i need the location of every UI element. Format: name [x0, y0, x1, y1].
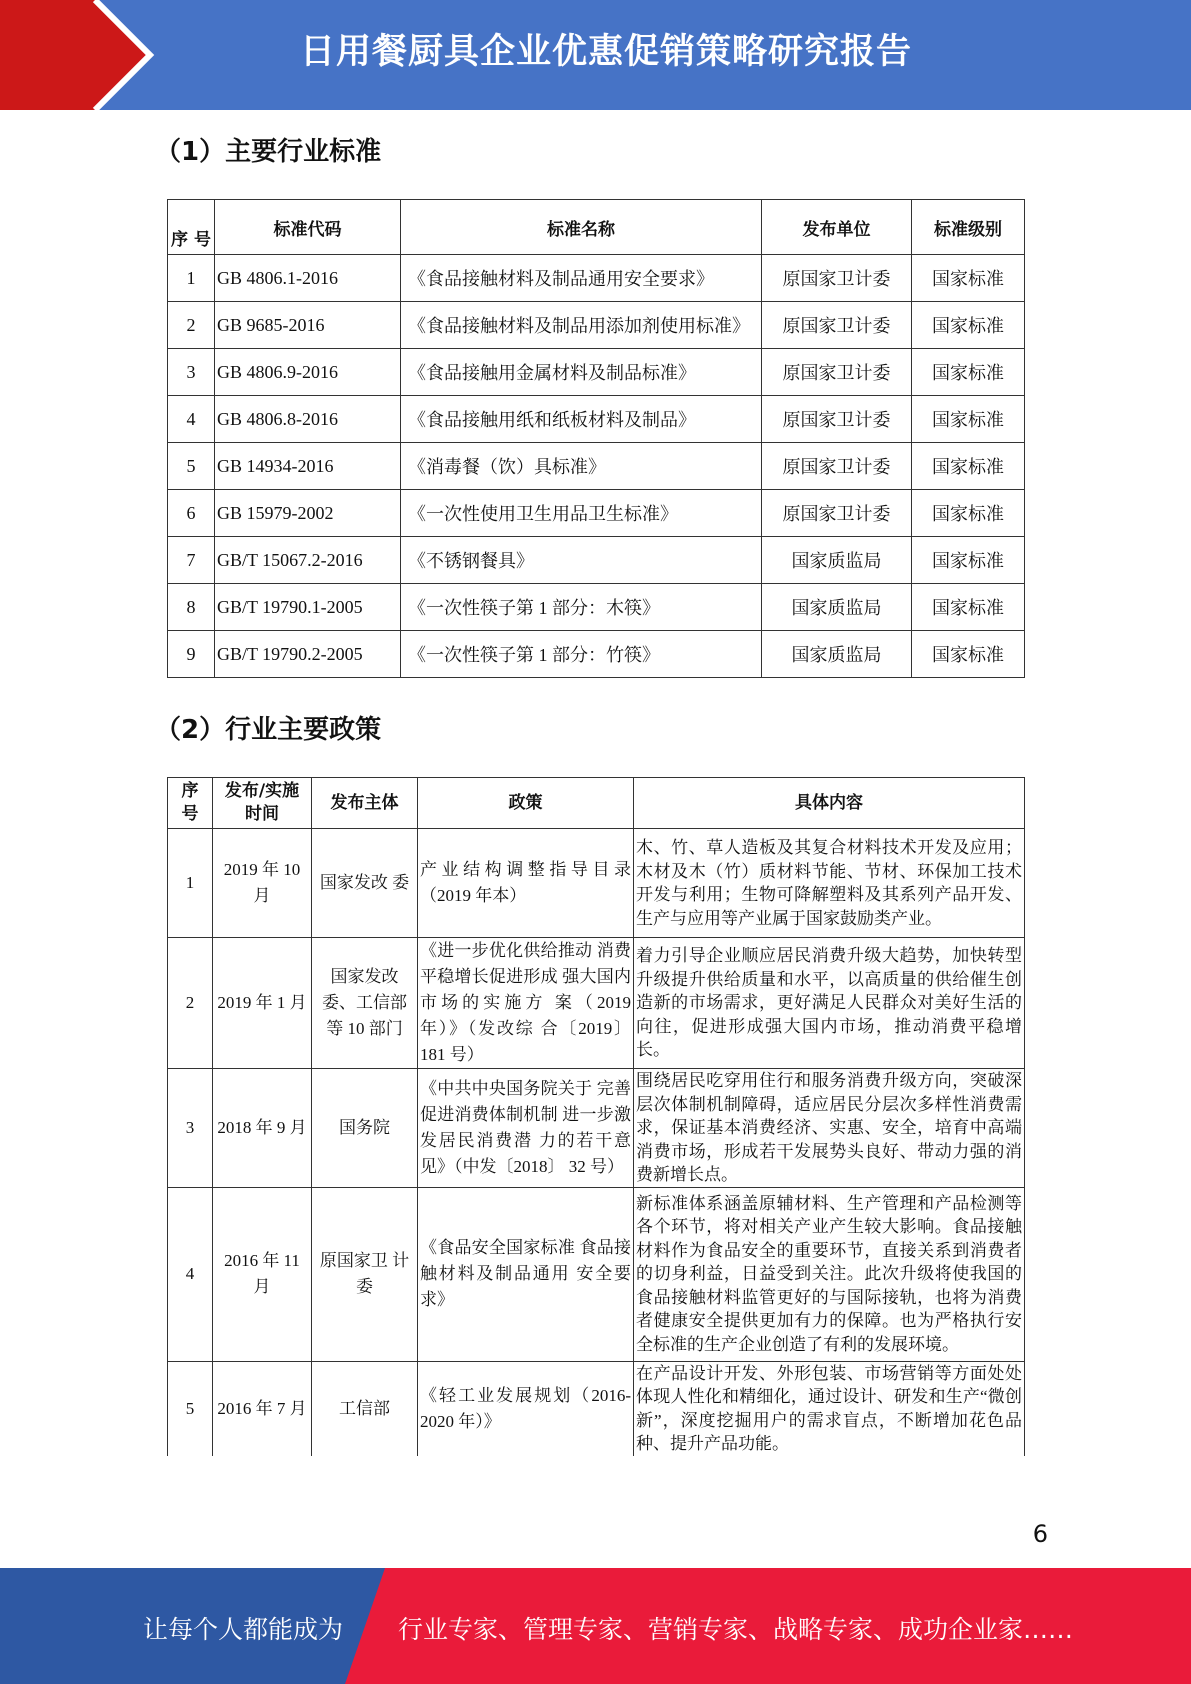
- row-number: 1: [168, 255, 215, 302]
- issuing-body: 原国家卫计委: [762, 490, 912, 537]
- standard-code: GB/T 15067.2-2016: [215, 537, 401, 584]
- table-header-row: [168, 778, 1025, 829]
- row-number: 2: [168, 938, 213, 1069]
- standard-name: 《一次性筷子第 1 部分：木筷》: [401, 584, 762, 631]
- table-row: [168, 584, 1025, 631]
- policy-content: 木、竹、草人造板及其复合材料技术开发及应用；木材及木（竹）质材料节能、节材、环保加工技术开发与利用；生物可降解塑料及其系列产品开发、生产与应用等产业属于国家鼓励类产业。: [634, 829, 1025, 938]
- report-header: [0, 0, 1191, 110]
- policy-content: 新标准体系涵盖原辅材料、生产管理和产品检测等各个环节，将对相关产业产生较大影响。食品接触材料作为食品安全的重要环节，直接关系到消费者的切身利益，日益受到关注。此次升级将使我国的食品接触材料监管更好的与国际接轨，也将为消费者健康安全提供更加有力的保障。也为严格执行安全标准的生产企业创造了有利的发展环境。: [634, 1187, 1025, 1361]
- issuing-body: 原国家卫计委: [762, 443, 912, 490]
- footer-slogan-right: 行业专家、管理专家、营销专家、战略专家、成功企业家……: [398, 1615, 1074, 1644]
- row-number: 5: [168, 1361, 213, 1456]
- policy-name: 产业结构调整指导目录（2019 年本）: [418, 829, 634, 938]
- standard-code: GB/T 19790.1-2005: [215, 584, 401, 631]
- issue-date: 2016 年 11 月: [213, 1187, 312, 1361]
- column-header: 序号: [168, 778, 213, 829]
- standard-code: GB 15979-2002: [215, 490, 401, 537]
- issuing-body: 国家质监局: [762, 631, 912, 678]
- issuing-body: 工信部: [312, 1361, 418, 1456]
- section-title-standards: （1）主要行业标准: [155, 137, 382, 167]
- issuing-body: 国家质监局: [762, 537, 912, 584]
- issuing-body: 国家发改委、工信部等 10 部门: [312, 938, 418, 1069]
- column-header: 发布主体: [312, 778, 418, 829]
- row-number: 4: [168, 396, 215, 443]
- row-number: 3: [168, 349, 215, 396]
- column-header: 发布单位: [762, 200, 912, 255]
- standard-name: 《食品接触材料及制品通用安全要求》: [401, 255, 762, 302]
- column-header: 发布/实施时间: [213, 778, 312, 829]
- table-row: [168, 1187, 1025, 1361]
- issuing-body: 国家发改 委: [312, 829, 418, 938]
- standards-table: [167, 199, 1025, 678]
- table-row: [168, 349, 1025, 396]
- column-header: 标准代码: [215, 200, 401, 255]
- table-row: [168, 1361, 1025, 1456]
- table-header-row: [168, 200, 1025, 255]
- issuing-body: 原国家卫计委: [762, 396, 912, 443]
- row-number: 1: [168, 829, 213, 938]
- table-row: [168, 302, 1025, 349]
- issue-date: 2019 年 10 月: [213, 829, 312, 938]
- standard-name: 《食品接触材料及制品用添加剂使用标准》: [401, 302, 762, 349]
- column-header: 标准名称: [401, 200, 762, 255]
- standard-code: GB 4806.9-2016: [215, 349, 401, 396]
- column-header: 政策: [418, 778, 634, 829]
- standard-level: 国家标准: [912, 443, 1025, 490]
- standard-name: 《一次性筷子第 1 部分：竹筷》: [401, 631, 762, 678]
- table-row: [168, 537, 1025, 584]
- table-row: [168, 443, 1025, 490]
- standard-level: 国家标准: [912, 490, 1025, 537]
- row-number: 5: [168, 443, 215, 490]
- issuing-body: 原国家卫计委: [762, 255, 912, 302]
- issue-date: 2018 年 9 月: [213, 1069, 312, 1188]
- row-number: 8: [168, 584, 215, 631]
- row-number: 3: [168, 1069, 213, 1188]
- column-header: 具体内容: [634, 778, 1025, 829]
- standard-name: 《食品接触用纸和纸板材料及制品》: [401, 396, 762, 443]
- standard-name: 《消毒餐（饮）具标准》: [401, 443, 762, 490]
- table-row: [168, 490, 1025, 537]
- header-red-arrow: [0, 0, 160, 110]
- standard-name: 《食品接触用金属材料及制品标准》: [401, 349, 762, 396]
- issuing-body: 原国家卫计委: [762, 302, 912, 349]
- standard-level: 国家标准: [912, 302, 1025, 349]
- row-number: 4: [168, 1187, 213, 1361]
- section-title-policies: （2）行业主要政策: [155, 715, 382, 745]
- row-number: 9: [168, 631, 215, 678]
- policy-name: 《食品安全国家标准 食品接触材料及制品通用 安全要求》: [418, 1187, 634, 1361]
- standard-level: 国家标准: [912, 349, 1025, 396]
- table-row: [168, 1069, 1025, 1188]
- policy-name: 《轻工业发展规划（2016-2020 年）》: [418, 1361, 634, 1456]
- policy-table: [167, 777, 1025, 1456]
- standard-name: 《不锈钢餐具》: [401, 537, 762, 584]
- standard-level: 国家标准: [912, 584, 1025, 631]
- policy-content: 着力引导企业顺应居民消费升级大趋势，加快转型升级提升供给质量和水平，以高质量的供给催生创造新的市场需求，更好满足人民群众对美好生活的向往，促进形成强大国内市场，推动消费平稳增长。: [634, 938, 1025, 1069]
- table-row: [168, 829, 1025, 938]
- standard-level: 国家标准: [912, 537, 1025, 584]
- issuing-body: 原国家卫计委: [762, 349, 912, 396]
- row-number: 2: [168, 302, 215, 349]
- table-row: [168, 938, 1025, 1069]
- column-header: 序 号: [168, 200, 215, 255]
- standard-name: 《一次性使用卫生用品卫生标准》: [401, 490, 762, 537]
- footer-slogan-left: 让每个人都能成为: [143, 1615, 344, 1644]
- report-title: 日用餐厨具企业优惠促销策略研究报告: [300, 32, 913, 72]
- standard-level: 国家标准: [912, 396, 1025, 443]
- standard-level: 国家标准: [912, 255, 1025, 302]
- issue-date: 2016 年 7 月: [213, 1361, 312, 1456]
- standard-code: GB 4806.8-2016: [215, 396, 401, 443]
- standard-code: GB/T 19790.2-2005: [215, 631, 401, 678]
- row-number: 7: [168, 537, 215, 584]
- standard-code: GB 14934-2016: [215, 443, 401, 490]
- row-number: 6: [168, 490, 215, 537]
- policy-name: 《进一步优化供给推动 消费平稳增长促进形成 强大国内市场的实施方 案（2019 年）》（发改综 合〔2019〕 181 号）: [418, 938, 634, 1069]
- issuing-body: 国务院: [312, 1069, 418, 1188]
- table-row: [168, 631, 1025, 678]
- column-header: 标准级别: [912, 200, 1025, 255]
- standard-code: GB 9685-2016: [215, 302, 401, 349]
- issuing-body: 原国家卫 计委: [312, 1187, 418, 1361]
- page-number: 6: [1032, 1520, 1048, 1548]
- policy-name: 《中共中央国务院关于 完善促进消费体制机制 进一步激发居民消费潜 力的若干意见》（中发〔2018〕 32 号）: [418, 1069, 634, 1188]
- standard-level: 国家标准: [912, 631, 1025, 678]
- table-row: [168, 396, 1025, 443]
- policy-content: 围绕居民吃穿用住行和服务消费升级方向，突破深层次体制机制障碍，适应居民分层次多样性消费需求，保证基本消费经济、实惠、安全，培育中高端消费市场，形成若干发展势头良好、带动力强的消费新增长点。: [634, 1069, 1025, 1188]
- standard-code: GB 4806.1-2016: [215, 255, 401, 302]
- policy-content: 在产品设计开发、外形包装、市场营销等方面处处体现人性化和精细化，通过设计、研发和生产“微创新”，深度挖掘用户的需求盲点，不断增加花色品种、提升产品功能。: [634, 1361, 1025, 1456]
- issuing-body: 国家质监局: [762, 584, 912, 631]
- issue-date: 2019 年 1 月: [213, 938, 312, 1069]
- table-row: [168, 255, 1025, 302]
